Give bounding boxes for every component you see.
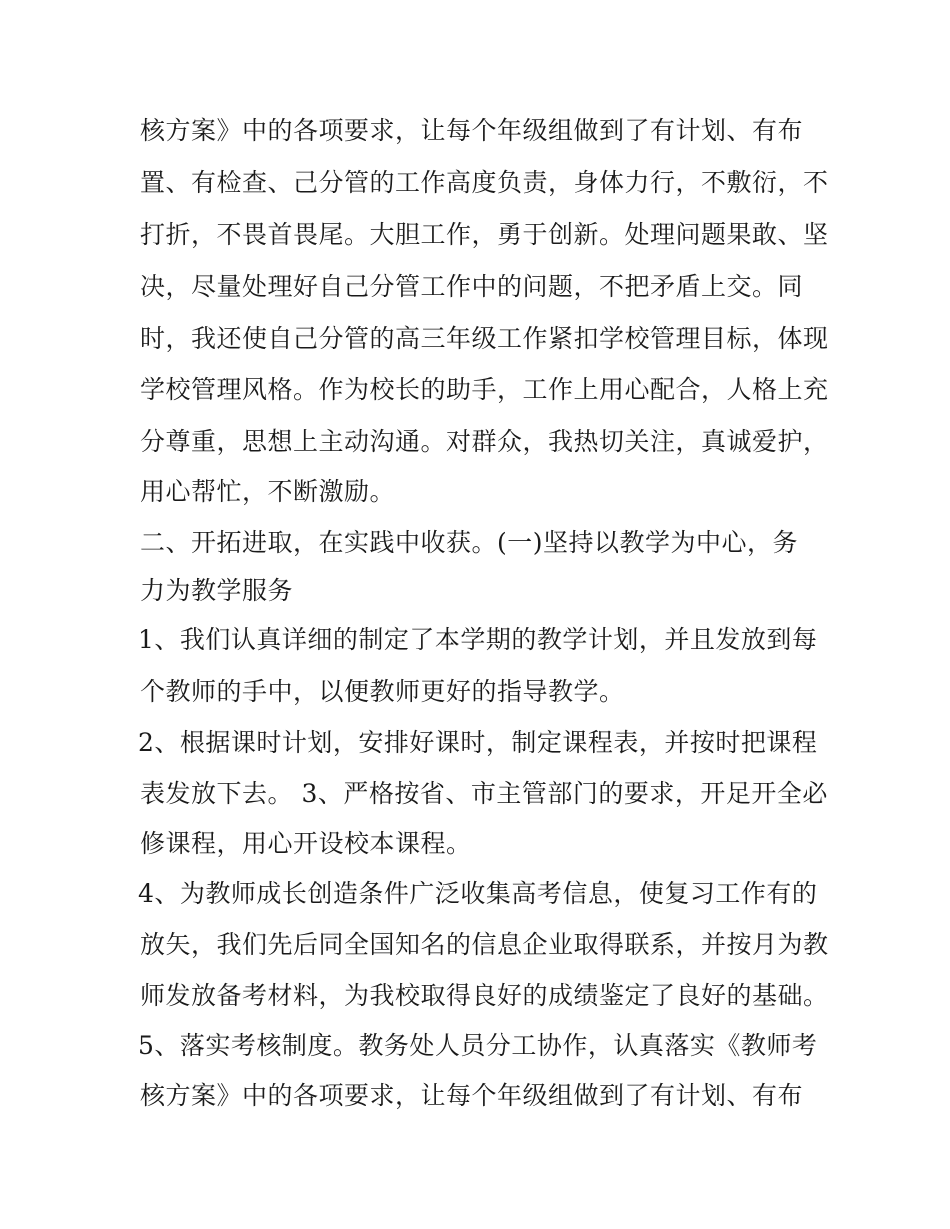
text-line: 个教师的手中，以便教师更好的指导教学。 [140,677,625,706]
text-line: 修课程，用心开设校本课程。 [140,829,472,858]
list-item: 1、我们认真详细的制定了本学期的教学计划，并且发放到每 [138,625,818,654]
section-heading: 力为教学服务 [140,576,294,605]
text-line: 师发放备考材料，为我校取得良好的成绩鉴定了良好的基础。 [140,981,829,1010]
text-line: 表发放下去。 3、严格按省、市主管部门的要求，开足开全必 [140,779,828,808]
text-line: 分尊重，思想上主动沟通。对群众，我热切关注，真诚爱护， [140,427,829,456]
text-line: 决，尽量处理好自己分管工作中的问题，不把矛盾上交。同 [140,272,804,301]
text-line: 核方案》中的各项要求，让每个年级组做到了有计划、有布 [140,116,804,145]
text-line: 核方案》中的各项要求，让每个年级组做到了有计划、有布 [140,1081,804,1110]
section-heading: 二、开拓进取，在实践中收获。(一)坚持以教学为中心，务 [140,528,799,557]
text-line: 用心帮忙，不断激励。 [140,477,396,506]
list-item: 2、根据课时计划，安排好课时，制定课程表，并按时把课程 [138,728,818,757]
text-line: 打折，不畏首畏尾。大胆工作，勇于创新。处理问题果敢、坚 [140,220,829,249]
text-line: 放矢，我们先后同全国知名的信息企业取得联系，并按月为教 [140,930,829,959]
text-line: 学校管理风格。作为校长的助手，工作上用心配合，人格上充 [140,375,829,404]
list-item: 5、落实考核制度。教务处人员分工协作，认真落实《教师考 [138,1031,818,1060]
text-line: 时，我还使自己分管的高三年级工作紧扣学校管理目标，体现 [140,324,829,353]
text-line: 置、有检查、己分管的工作高度负责，身体力行，不敷衍，不 [140,168,829,197]
list-item: 4、为教师成长创造条件广泛收集高考信息，使复习工作有的 [138,879,818,908]
